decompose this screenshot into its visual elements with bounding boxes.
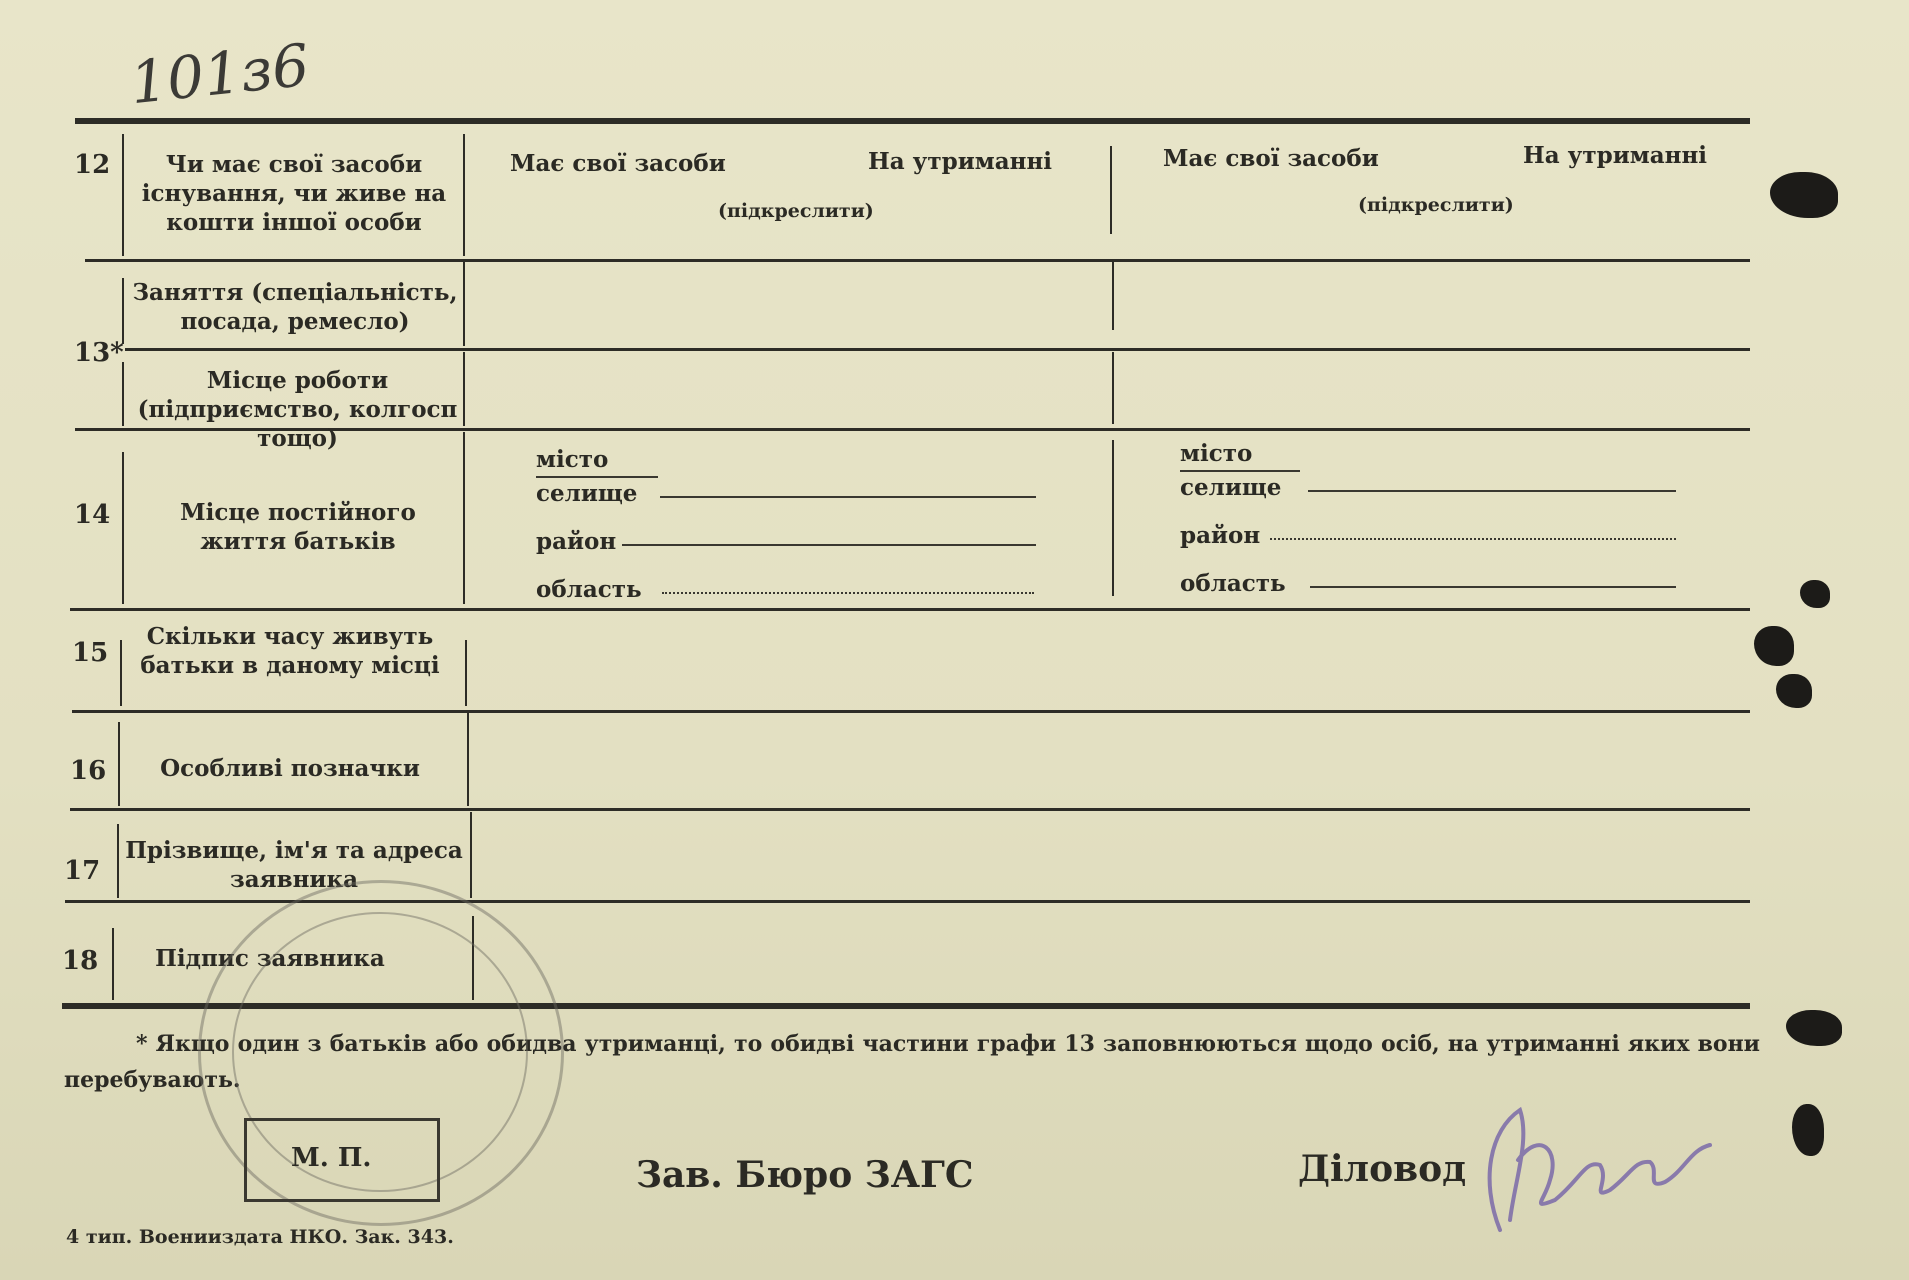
row-14-label: Місце постійного життя батьків bbox=[180, 499, 416, 555]
row-number-12: 12 bbox=[74, 150, 111, 180]
seal-place-box bbox=[244, 1118, 440, 1202]
table-top-rule bbox=[75, 118, 1750, 124]
row-17-label: Прізвище, ім'я та адреса заявника bbox=[125, 837, 463, 893]
clerk-signature bbox=[1460, 1090, 1720, 1250]
row-14-left-city-line bbox=[536, 476, 658, 478]
col-divider-17b bbox=[470, 812, 472, 898]
printer-imprint: 4 тип. Военииздата НКО. Зак. 343. bbox=[66, 1226, 454, 1248]
col-divider-15b bbox=[465, 640, 467, 706]
col-divider-12a bbox=[122, 134, 124, 256]
col-divider-14a bbox=[122, 452, 124, 604]
row-number-16: 16 bbox=[70, 756, 107, 786]
col-divider-14c bbox=[1112, 440, 1114, 596]
col-divider-13d bbox=[122, 362, 124, 426]
col-divider-16b bbox=[467, 712, 469, 806]
col-divider-18a bbox=[112, 928, 114, 1000]
col-divider-12b bbox=[463, 134, 465, 256]
row-12-label: Чи має свої засоби існування, чи живе на кошти іншої особи bbox=[141, 151, 447, 236]
col-divider-12c bbox=[1110, 146, 1112, 234]
row-14-right-district-label: район bbox=[1180, 522, 1261, 549]
row-12-bottom-rule bbox=[85, 259, 1750, 262]
col-divider-13a bbox=[122, 278, 124, 344]
col-divider-13b bbox=[463, 262, 465, 346]
row-14-left-region-line bbox=[662, 592, 1034, 594]
row-14-left-city-label: місто bbox=[536, 446, 609, 473]
row-14-left-village-label: селище bbox=[536, 480, 638, 507]
row-12-left-dependent: На утриманні bbox=[868, 148, 1053, 175]
row-number-14: 14 bbox=[74, 500, 111, 530]
row-15-label: Скільки часу живуть батьки в даному місці bbox=[140, 623, 440, 679]
head-registry-title: Зав. Бюро ЗАГС bbox=[636, 1154, 974, 1196]
col-divider-13f bbox=[1112, 352, 1114, 424]
row-13a-bottom-rule bbox=[125, 348, 1750, 351]
row-14-right-district-line bbox=[1270, 538, 1676, 540]
row-number-15: 15 bbox=[72, 638, 109, 668]
archive-number: 101з6 bbox=[126, 30, 313, 118]
clerk-title: Діловод bbox=[1298, 1148, 1467, 1190]
footnote: * Якщо один з батьків або обидва утриманці, то обидві частини графи 13 заповнюються щодо осіб, на утриманні яких вони перебувають. bbox=[64, 1031, 1760, 1093]
col-divider-14b bbox=[463, 432, 465, 604]
row-14-left-district-label: район bbox=[536, 528, 617, 555]
row-14-left-district-line bbox=[622, 544, 1036, 546]
punch-hole bbox=[1776, 674, 1812, 708]
row-14-right-village-label: селище bbox=[1180, 474, 1282, 501]
row-16-bottom-rule bbox=[70, 808, 1750, 811]
row-12-right-own-means: Має свої засоби bbox=[1163, 145, 1379, 172]
row-14-right-region-line bbox=[1310, 586, 1676, 588]
col-divider-15a bbox=[120, 640, 122, 706]
row-number-17: 17 bbox=[64, 856, 101, 886]
punch-hole bbox=[1770, 172, 1838, 218]
seal-place-label: М. П. bbox=[291, 1143, 372, 1173]
row-18-label: Підпис заявника bbox=[155, 945, 385, 972]
row-14-right-village-line bbox=[1308, 490, 1676, 492]
row-15-bottom-rule bbox=[72, 710, 1750, 713]
row-12-left-own-means: Має свої засоби bbox=[510, 150, 726, 177]
row-14-right-city-label: місто bbox=[1180, 440, 1253, 467]
row-12-left-hint: (підкреслити) bbox=[718, 200, 874, 222]
row-14-right-city-line bbox=[1180, 470, 1300, 472]
row-13-workplace-label: Місце роботи (підприємство, колгосп тощо) bbox=[137, 367, 458, 452]
row-14-left-village-line bbox=[660, 496, 1036, 498]
col-divider-13c bbox=[1112, 262, 1114, 330]
row-number-18: 18 bbox=[62, 946, 99, 976]
row-14-left-region-label: область bbox=[536, 576, 642, 603]
punch-hole bbox=[1800, 580, 1830, 608]
row-13-occupation-label: Заняття (спеціальність, посада, ремесло) bbox=[132, 279, 458, 335]
row-14-bottom-rule bbox=[70, 608, 1750, 611]
col-divider-16a bbox=[118, 722, 120, 806]
row-16-label: Особливі позначки bbox=[160, 755, 420, 782]
punch-hole bbox=[1792, 1104, 1824, 1156]
punch-hole bbox=[1754, 626, 1794, 666]
row-14-right-region-label: область bbox=[1180, 570, 1286, 597]
punch-hole bbox=[1786, 1010, 1842, 1046]
row-number-13: 13* bbox=[74, 338, 124, 368]
row-12-right-hint: (підкреслити) bbox=[1358, 194, 1514, 216]
row-12-right-dependent: На утриманні bbox=[1523, 142, 1708, 169]
